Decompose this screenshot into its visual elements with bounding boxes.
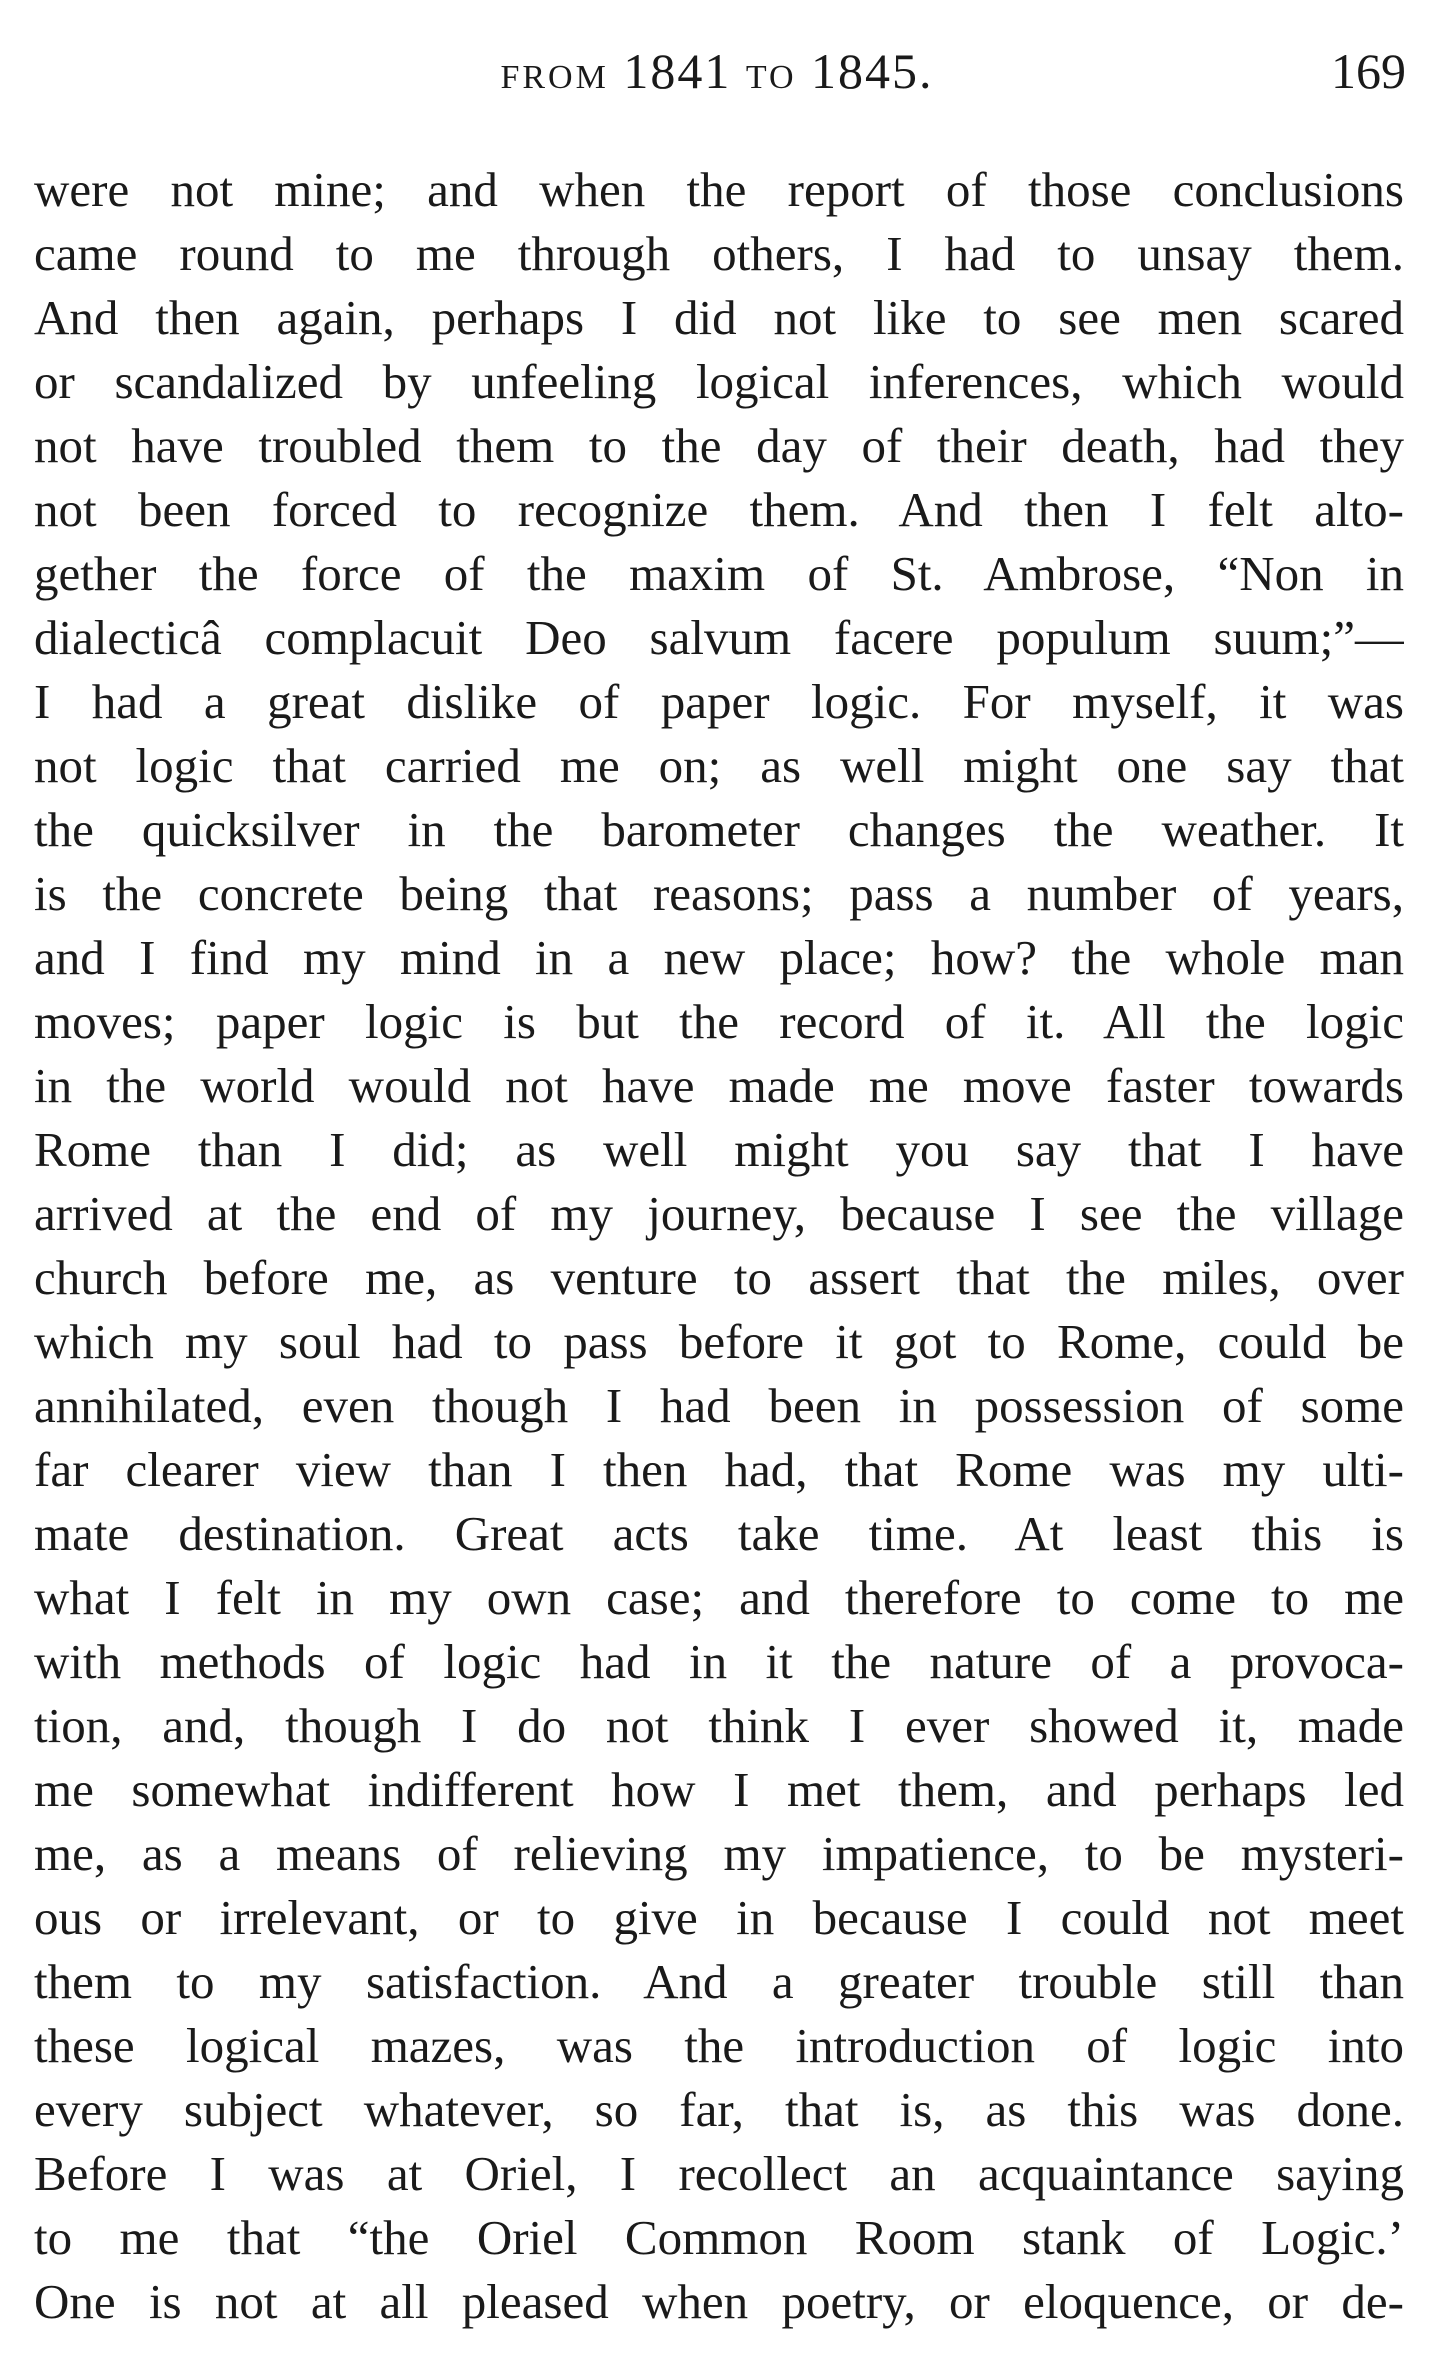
year-end: 1845. bbox=[811, 43, 934, 99]
text-line: not been forced to recognize them. And then I felt alto- bbox=[34, 482, 1404, 537]
text-line: I had a great dislike of paper logic. For myself, it was bbox=[34, 674, 1404, 729]
page-number: 169 bbox=[1331, 43, 1406, 99]
text-line: Before I was at Oriel, I recollect an acquaintance saying bbox=[34, 2146, 1404, 2201]
text-line: gether the force of the maxim of St. Ambrose, “Non in bbox=[34, 546, 1404, 601]
running-title bbox=[28, 42, 1406, 100]
text-line: or scandalized by unfeeling logical inferences, which would bbox=[34, 354, 1404, 409]
text-line: annihilated, even though I had been in possession of some bbox=[34, 1378, 1404, 1433]
text-line: Rome than I did; as well might you say that I have bbox=[34, 1122, 1404, 1177]
text-line: what I felt in my own case; and therefore to come to me bbox=[34, 1570, 1404, 1625]
text-line: came round to me through others, I had to unsay them. bbox=[34, 226, 1404, 281]
body-text bbox=[34, 158, 1404, 2334]
text-line: not have troubled them to the day of their death, had they bbox=[34, 418, 1404, 473]
text-line: and I find my mind in a new place; how? the whole man bbox=[34, 930, 1404, 985]
text-line: them to my satisfaction. And a greater trouble still than bbox=[34, 1954, 1404, 2009]
text-line: One is not at all pleased when poetry, or eloquence, or de- bbox=[34, 2274, 1404, 2329]
text-line: is the concrete being that reasons; pass a number of years, bbox=[34, 866, 1404, 921]
title-mid: TO bbox=[745, 59, 797, 96]
text-line: me, as a means of relieving my impatience, to be mysteri- bbox=[34, 1826, 1404, 1881]
text-line: arrived at the end of my journey, because I see the village bbox=[34, 1186, 1404, 1241]
text-line: mate destination. Great acts take time. At least this is bbox=[34, 1506, 1404, 1561]
text-line: the quicksilver in the barometer changes the weather. It bbox=[34, 802, 1404, 857]
text-line: church before me, as venture to assert that the miles, over bbox=[34, 1250, 1404, 1305]
text-line: these logical mazes, was the introduction of logic into bbox=[34, 2018, 1404, 2073]
text-line: in the world would not have made me move faster towards bbox=[34, 1058, 1404, 1113]
text-line: to me that “the Oriel Common Room stank of Logic.’ bbox=[34, 2210, 1404, 2265]
text-line: dialecticâ complacuit Deo salvum facere populum suum;”— bbox=[34, 610, 1404, 665]
text-line: moves; paper logic is but the record of it. All the logic bbox=[34, 994, 1404, 1049]
text-line: with methods of logic had in it the nature of a provoca- bbox=[34, 1634, 1404, 1689]
text-line: were not mine; and when the report of those conclusions bbox=[34, 162, 1404, 217]
text-line: far clearer view than I then had, that Rome was my ulti- bbox=[34, 1442, 1404, 1497]
text-line: tion, and, though I do not think I ever showed it, made bbox=[34, 1698, 1404, 1753]
text-line: which my soul had to pass before it got to Rome, could be bbox=[34, 1314, 1404, 1369]
text-line: every subject whatever, so far, that is, as this was done. bbox=[34, 2082, 1404, 2137]
text-line: And then again, perhaps I did not like to see men scared bbox=[34, 290, 1404, 345]
text-line: not logic that carried me on; as well might one say that bbox=[34, 738, 1404, 793]
title-prefix: FROM bbox=[500, 59, 609, 96]
running-head bbox=[28, 42, 1406, 102]
text-line: me somewhat indifferent how I met them, and perhaps led bbox=[34, 1762, 1404, 1817]
year-start: 1841 bbox=[623, 43, 732, 99]
text-line: ous or irrelevant, or to give in because I could not meet bbox=[34, 1890, 1404, 1945]
